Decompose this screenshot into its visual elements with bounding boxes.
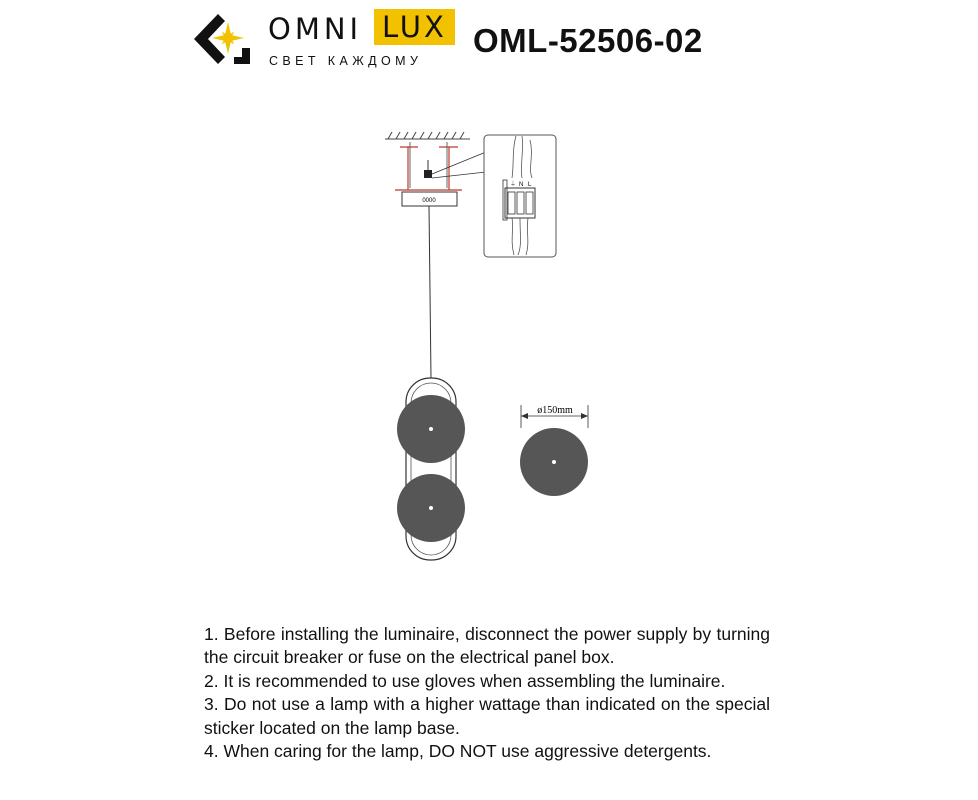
terminal-label-ground: ⏚ xyxy=(510,182,517,188)
safety-instructions xyxy=(204,623,770,763)
model-number: OML-52506-02 xyxy=(473,22,703,59)
brand-name-omni: OMNI xyxy=(268,12,363,46)
instruction-item: 3. Do not use a lamp with a higher wattage than indicated on the special sticker located on the lamp base. xyxy=(204,694,770,738)
terminal-label-neutral: N xyxy=(519,182,524,188)
instruction-item: 2. It is recommended to use gloves when assembling the luminaire. xyxy=(204,670,726,691)
wiring-detail-box xyxy=(484,135,556,257)
terminal-connector xyxy=(424,170,432,178)
instruction-item: 4. When caring for the lamp, DO NOT use aggressive detergents. xyxy=(204,741,712,762)
diameter-label: ø150mm xyxy=(537,405,573,416)
ceiling xyxy=(385,132,470,139)
terminal-label-live: L xyxy=(528,182,532,188)
canopy-label: 0000 xyxy=(422,198,436,204)
brand-name-lux: LUX xyxy=(374,9,455,45)
brand-tagline: СВЕТ КАЖДОМУ xyxy=(269,54,423,68)
lamp-body xyxy=(397,378,465,560)
suspension-cable xyxy=(429,206,431,378)
instruction-item: 1. Before installing the luminaire, disconnect the power supply by turning the circuit breaker or fuse on the electrical panel box. xyxy=(204,624,770,668)
shade-dimension-view xyxy=(520,405,588,496)
canopy xyxy=(402,192,457,206)
